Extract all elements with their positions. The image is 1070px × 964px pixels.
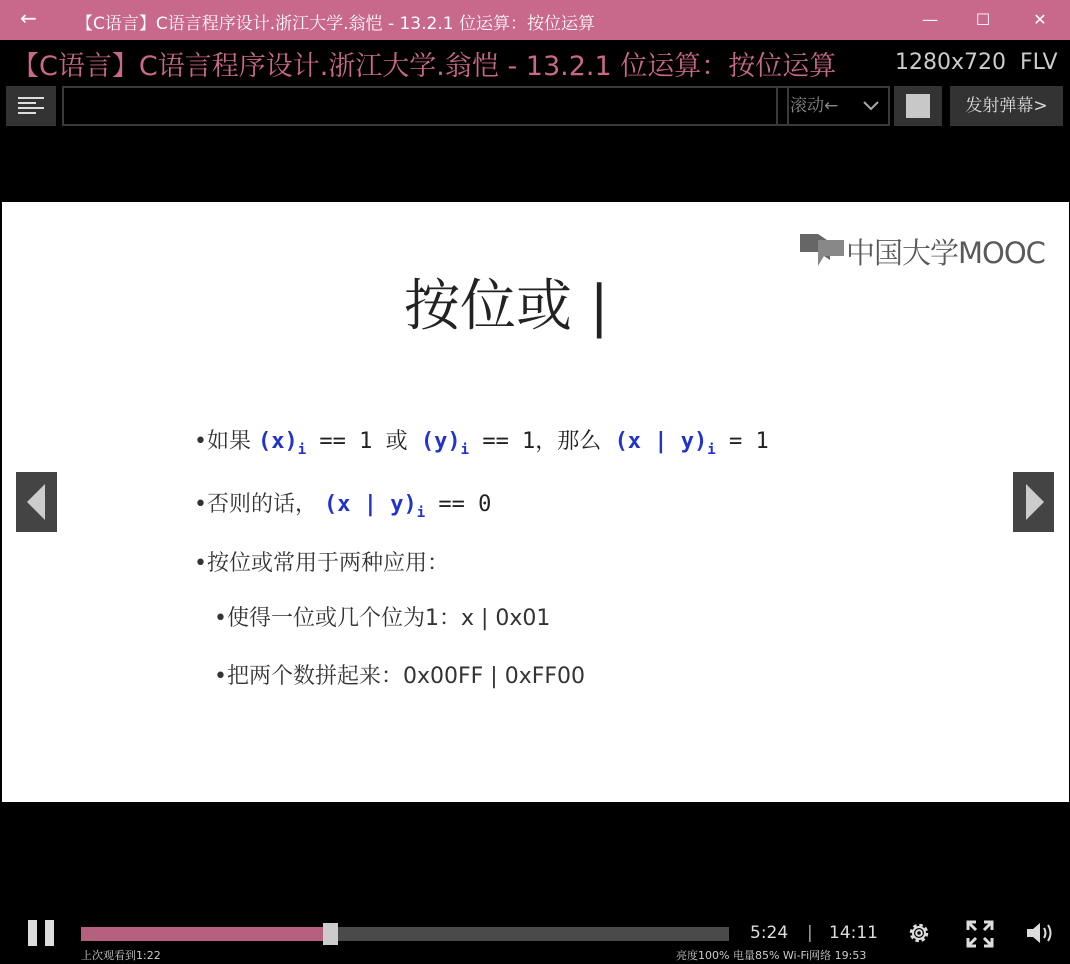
mooc-logo-text: 中国大学MOOC <box>846 236 1045 270</box>
gear-icon <box>906 920 932 946</box>
danmu-mode-select[interactable] <box>776 86 890 126</box>
list-icon <box>18 96 44 116</box>
chevron-right-icon <box>1022 484 1046 520</box>
video-title-overlay: 【C语言】C语言程序设计.浙江大学.翁恺 - 13.2.1 位运算：按位运算 <box>12 51 837 82</box>
window-title: 【C语言】C语言程序设计.浙江大学.翁恺 - 13.2.1 位运算：按位运算 <box>76 14 595 34</box>
volume-icon <box>1025 920 1055 946</box>
settings-button[interactable] <box>906 920 932 950</box>
send-danmu-button[interactable]: 发射弹幕> <box>950 86 1063 126</box>
pause-button[interactable] <box>28 920 56 946</box>
last-watched-hint[interactable]: 上次观看到1:22 <box>81 949 161 962</box>
chevron-left-icon <box>25 484 49 520</box>
progress-handle[interactable] <box>323 923 338 945</box>
danmu-input[interactable] <box>62 86 789 126</box>
current-time: 5:24 <box>750 923 789 943</box>
video-info-bar <box>0 40 1070 84</box>
slide-bullet-3: •按位或常用于两种应用： <box>194 551 449 576</box>
progress-bar[interactable] <box>81 927 729 941</box>
maximize-button[interactable]: ☐ <box>975 10 991 29</box>
pause-icon <box>28 920 37 946</box>
danmu-mode-label: 滚动← <box>790 96 839 116</box>
fullscreen-icon <box>966 920 994 948</box>
next-slide-button[interactable] <box>1013 472 1054 532</box>
video-format: FLV <box>1020 50 1058 75</box>
slide-bullet-5: •把两个数拼起来：0x00FF | 0xFF00 <box>214 664 586 689</box>
progress-fill <box>81 927 329 941</box>
minimize-button[interactable]: — <box>922 10 938 29</box>
danmu-list-button[interactable] <box>6 86 56 126</box>
color-swatch <box>906 94 930 118</box>
total-time: 14:11 <box>829 923 878 943</box>
chevron-down-icon <box>862 88 880 137</box>
window-titlebar <box>0 0 1070 40</box>
slide-bullet-1: •如果 $(x)_i == 1$ 或 $(y)_i == 1$，那么 (x | $y)_i = 1$ <box>194 429 769 458</box>
volume-button[interactable] <box>1025 920 1055 950</box>
time-separator: | <box>807 923 813 943</box>
close-button[interactable]: ✕ <box>1033 10 1047 29</box>
video-frame[interactable] <box>2 202 1069 802</box>
slide-bullet-2: •否则的话， (x | $y)_i == 0$ <box>194 492 492 521</box>
slide-title: 按位或 | <box>404 274 609 339</box>
previous-slide-button[interactable] <box>16 472 57 532</box>
mooc-logo-icon <box>800 230 846 270</box>
status-info: 亮度100% 电量85% Wi-Fi网络 19:53 <box>676 949 867 962</box>
fullscreen-button[interactable] <box>966 920 994 952</box>
video-resolution: 1280x720 FLV <box>895 50 1058 75</box>
back-arrow-icon[interactable]: ← <box>20 6 37 30</box>
slide-bullet-4: •使得一位或几个位为1：x | 0x01 <box>214 606 551 631</box>
danmu-color-button[interactable] <box>894 86 942 126</box>
